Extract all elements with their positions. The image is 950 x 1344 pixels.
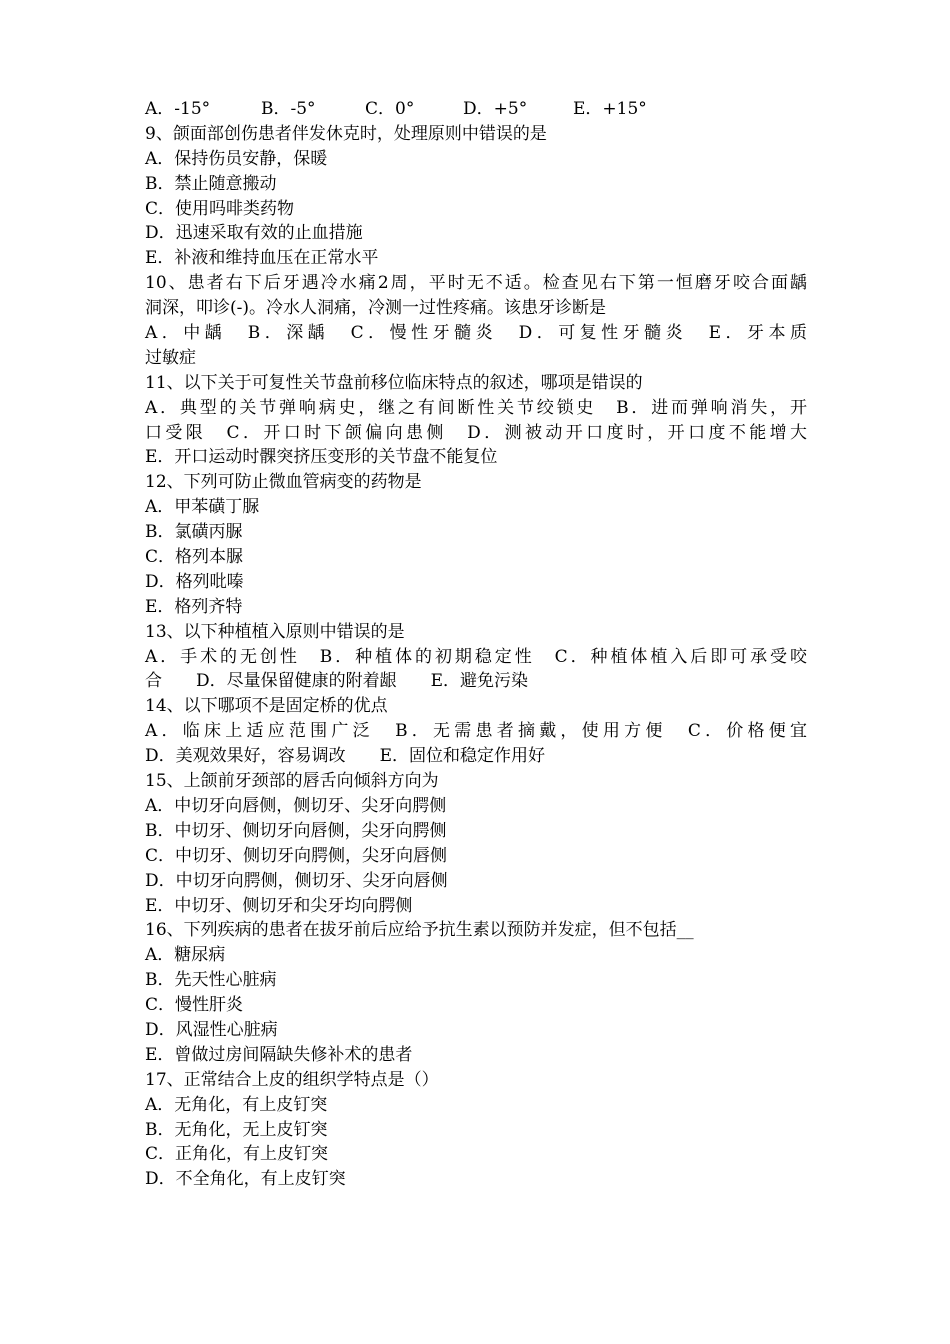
text-line: C．慢性肝炎	[145, 995, 244, 1016]
text-line: 11、以下关于可复性关节盘前移位临床特点的叙述，哪项是错误的	[145, 372, 643, 393]
text-line: E．曾做过房间隔缺失修补术的患者	[145, 1044, 413, 1065]
option-text: D．+5°	[463, 99, 528, 119]
text-line: 合 D．尽量保留健康的附着龈 E．避免污染	[145, 671, 529, 692]
text-line: A．临床上适应范围广泛 B．无需患者摘戴，使用方便 C．价格便宜	[145, 721, 807, 742]
text-line: C．使用吗啡类药物	[145, 198, 295, 219]
text-line: 15、上颌前牙颈部的唇舌向倾斜方向为	[145, 771, 439, 792]
text-line: E．补液和维持血压在正常水平	[145, 248, 379, 269]
text-line: E．格列齐特	[145, 596, 243, 617]
option-row	[145, 97, 807, 122]
text-line: A．典型的关节弹响病史，继之有间断性关节绞锁史 B．进而弹响消失，开	[145, 397, 807, 418]
text-line: B．先天性心脏病	[145, 970, 277, 991]
text-line: D．风湿性心脏病	[145, 1019, 278, 1040]
text-line: 17、正常结合上皮的组织学特点是（）	[145, 1069, 439, 1090]
text-line: B．中切牙、侧切牙向唇侧，尖牙向腭侧	[145, 820, 447, 841]
text-line: A．无角化，有上皮钉突	[145, 1094, 328, 1115]
text-line: A．中龋 B．深龋 C．慢性牙髓炎 D．可复性牙髓炎 E．牙本质	[145, 323, 807, 344]
text-line: 洞深，叩诊(-)。冷水人洞痛，冷测一过性疼痛。该患牙诊断是	[145, 298, 607, 319]
document-page	[145, 97, 807, 1192]
text-line: B．禁止随意搬动	[145, 173, 277, 194]
text-line: D．迅速采取有效的止血措施	[145, 223, 363, 244]
option-text: A．-15°	[145, 99, 211, 119]
text-line: A．糖尿病	[145, 945, 226, 966]
text-line: 14、以下哪项不是固定桥的优点	[145, 696, 388, 717]
text-line: D．不全角化，有上皮钉突	[145, 1169, 346, 1190]
text-line: C．格列本脲	[145, 547, 244, 568]
text-line: B．氯磺丙脲	[145, 522, 243, 543]
text-line: 13、以下种植植入原则中错误的是	[145, 621, 405, 642]
text-line: D．美观效果好，容易调改 E．固位和稳定作用好	[145, 746, 546, 767]
text-line: 9、颌面部创伤患者伴发休克时，处理原则中错误的是	[145, 123, 547, 144]
option-text: B．-5°	[261, 99, 316, 119]
text-line: A．手术的无创性 B．种植体的初期稳定性 C．种植体植入后即可承受咬	[145, 646, 807, 667]
option-text: C．0°	[365, 99, 415, 119]
text-line: E．开口运动时髁突挤压变形的关节盘不能复位	[145, 447, 498, 468]
text-line: D．格列吡嗪	[145, 571, 244, 592]
text-line: E．中切牙、侧切牙和尖牙均向腭侧	[145, 895, 413, 916]
text-line: D．中切牙向腭侧，侧切牙、尖牙向唇侧	[145, 870, 448, 891]
option-text: E．+15°	[573, 99, 647, 119]
text-line: C．中切牙、侧切牙向腭侧，尖牙向唇侧	[145, 845, 448, 866]
text-line: 16、下列疾病的患者在拔牙前后应给予抗生素以预防并发症，但不包括__	[145, 920, 694, 941]
text-line: A．保持伤员安静，保暖	[145, 148, 328, 169]
text-line: 12、下列可防止微血管病变的药物是	[145, 472, 422, 493]
text-line: 口受限 C．开口时下颌偏向患侧 D．测被动开口度时，开口度不能增大	[145, 422, 807, 443]
text-line: B．无角化，无上皮钉突	[145, 1119, 328, 1140]
text-line: 10、患者右下后牙遇冷水痛2周，平时无不适。检查见右下第一恒磨牙咬合面龋	[145, 273, 807, 294]
text-line: A．中切牙向唇侧，侧切牙、尖牙向腭侧	[145, 795, 447, 816]
text-line: A．甲苯磺丁脲	[145, 497, 260, 518]
text-line: C．正角化，有上皮钉突	[145, 1144, 329, 1165]
text-line: 过敏症	[145, 347, 196, 368]
